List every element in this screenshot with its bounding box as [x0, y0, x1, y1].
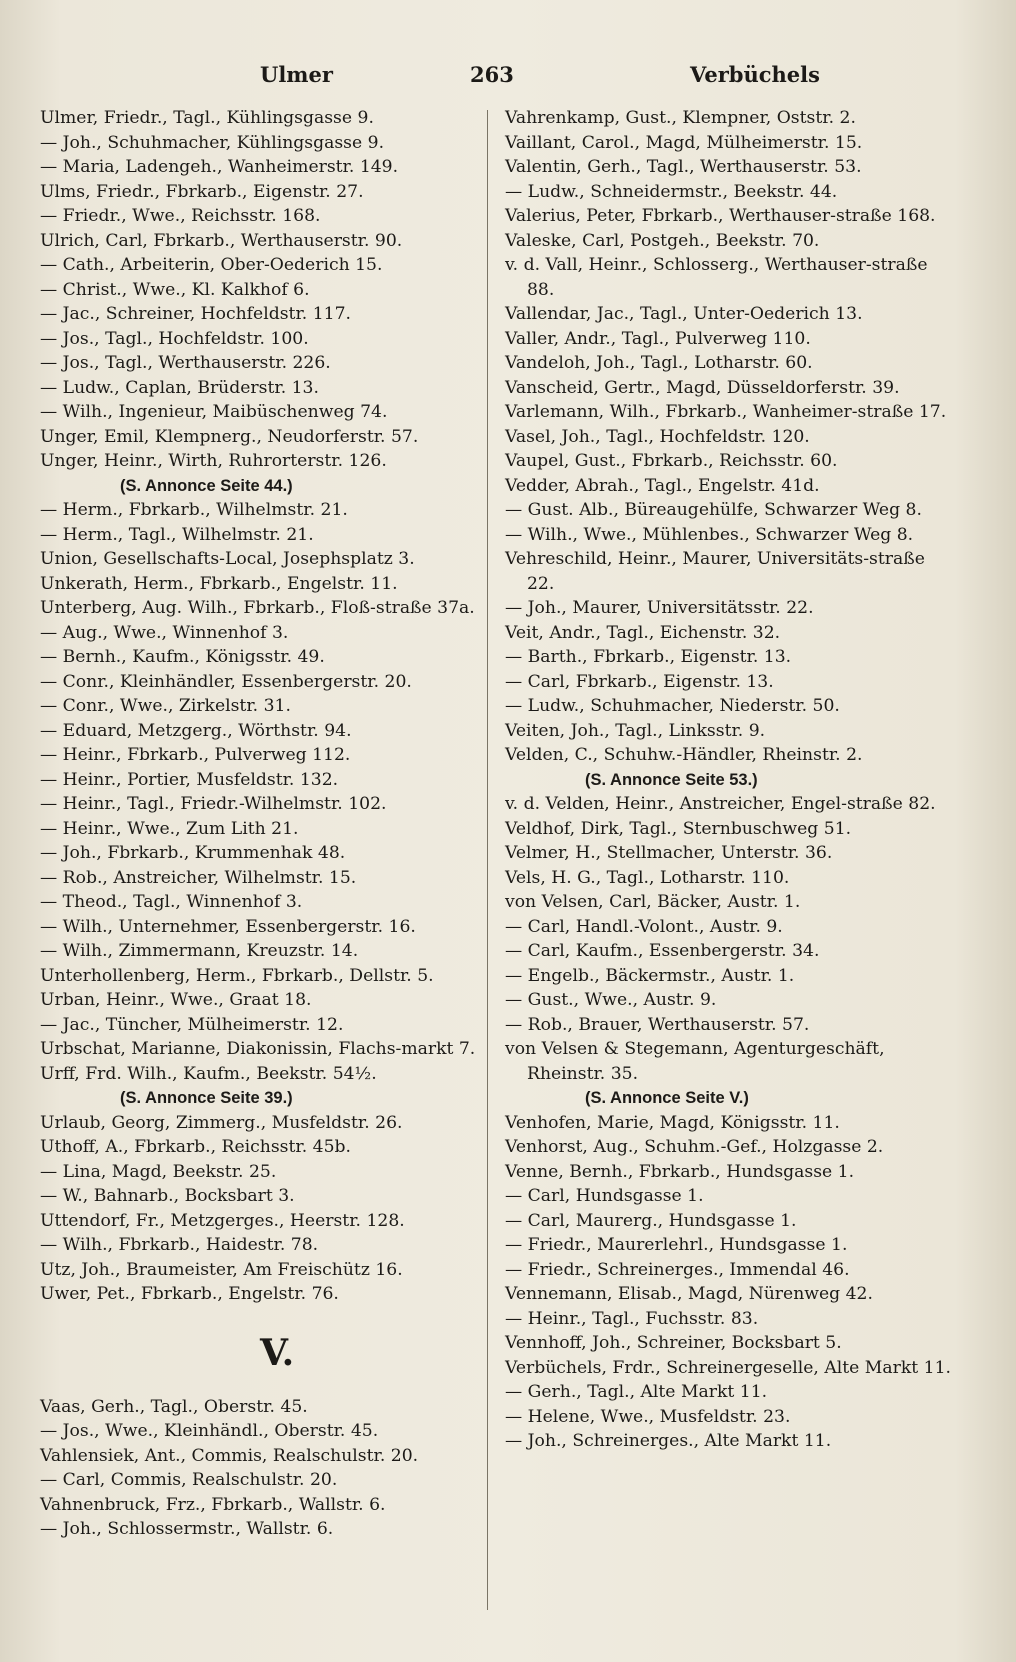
directory-entry: Vedder, Abrah., Tagl., Engelstr. 41d.: [505, 475, 820, 496]
directory-entry: Vaupel, Gust., Fbrkarb., Reichsstr. 60.: [505, 451, 838, 471]
directory-entry: Varlemann, Wilh., Fbrkarb., Wanheimer-straße 17.: [505, 402, 947, 422]
directory-entry: Unger, Emil, Klempnerg., Neudorferstr. 57.: [40, 426, 419, 447]
directory-entry: Vaillant, Carol., Magd, Mülheimerstr. 15.: [505, 132, 863, 153]
directory-entry: Veiten, Joh., Tagl., Linksstr. 9.: [505, 720, 766, 741]
directory-entry: — Joh., Schlossermstr., Wallstr. 6.: [40, 1519, 334, 1539]
column-divider: [487, 110, 488, 1610]
directory-entry: — Heinr., Portier, Musfeldstr. 132.: [40, 769, 339, 790]
directory-entry: Venhorst, Aug., Schuhm.-Gef., Holzgasse 2.: [505, 1137, 884, 1157]
directory-entry: Vallendar, Jac., Tagl., Unter-Oederich 13.: [505, 304, 863, 324]
directory-entry: — Conr., Wwe., Zirkelstr. 31.: [40, 696, 291, 716]
directory-entry: Unkerath, Herm., Fbrkarb., Engelstr. 11.: [40, 573, 398, 594]
directory-entry: — Herm., Fbrkarb., Wilhelmstr. 21.: [40, 500, 348, 520]
directory-entry: Vahlensiek, Ant., Commis, Realschulstr. 20.: [40, 1445, 419, 1466]
directory-entry: — Jac., Schreiner, Hochfeldstr. 117.: [40, 304, 351, 324]
directory-entry: — Friedr., Maurerlehrl., Hundsgasse 1.: [505, 1235, 848, 1255]
directory-entry: von Velsen & Stegemann, Agenturgeschäft, Rheinstr. 35.: [505, 1039, 885, 1084]
directory-entry: — Carl, Fbrkarb., Eigenstr. 13.: [505, 671, 774, 692]
directory-entry: — Engelb., Bäckermstr., Austr. 1.: [505, 965, 795, 986]
directory-entry: Ulrich, Carl, Fbrkarb., Werthauserstr. 90.: [40, 230, 403, 251]
directory-entry: — Gust. Alb., Büreaugehülfe, Schwarzer Weg 8.: [505, 500, 922, 520]
directory-entry: — Herm., Tagl., Wilhelmstr. 21.: [40, 524, 314, 545]
directory-entry: Urff, Frd. Wilh., Kaufm., Beekstr. 54½.: [40, 1063, 377, 1084]
directory-entry: Valerius, Peter, Fbrkarb., Werthauser-straße 168.: [505, 206, 936, 226]
directory-entry: — Ludw., Caplan, Brüderstr. 13.: [40, 377, 319, 398]
directory-entry: — Jos., Wwe., Kleinhändl., Oberstr. 45.: [40, 1421, 379, 1441]
right-column: [505, 106, 951, 1454]
directory-entry: — W., Bahnarb., Bocksbart 3.: [40, 1186, 295, 1206]
directory-entry: Ulms, Friedr., Fbrkarb., Eigenstr. 27.: [40, 181, 364, 202]
directory-entry: — Carl, Kaufm., Essenbergerstr. 34.: [505, 941, 820, 961]
directory-entry: — Heinr., Fbrkarb., Pulverweg 112.: [40, 745, 351, 765]
directory-entry: v. d. Vall, Heinr., Schlosserg., Werthauser-straße 88.: [505, 255, 928, 300]
directory-entry: Uwer, Pet., Fbrkarb., Engelstr. 76.: [40, 1284, 339, 1304]
annonce-reference: (S. Annonce Seite V.): [585, 1089, 749, 1107]
directory-entry: Vanscheid, Gertr., Magd, Düsseldorferstr. 39.: [505, 377, 900, 398]
directory-entry: — Carl, Maurerg., Hundsgasse 1.: [505, 1210, 797, 1231]
directory-entry: Urbschat, Marianne, Diakonissin, Flachs-markt 7.: [40, 1039, 476, 1059]
directory-entry: Veldhof, Dirk, Tagl., Sternbuschweg 51.: [505, 818, 852, 839]
directory-entry: Velmer, H., Stellmacher, Unterstr. 36.: [505, 843, 833, 863]
directory-entry: — Friedr., Schreinerges., Immendal 46.: [505, 1259, 850, 1280]
header-last-name: Verbüchels: [690, 62, 820, 87]
directory-entry: Venhofen, Marie, Magd, Königsstr. 11.: [505, 1112, 840, 1133]
directory-entry: — Jac., Tüncher, Mülheimerstr. 12.: [40, 1014, 344, 1035]
directory-entry: Unger, Heinr., Wirth, Ruhrorterstr. 126.: [40, 451, 387, 471]
directory-entry: Valeske, Carl, Postgeh., Beekstr. 70.: [505, 230, 820, 251]
annonce-reference: (S. Annonce Seite 44.): [120, 476, 293, 495]
directory-entry: — Rob., Anstreicher, Wilhelmstr. 15.: [40, 867, 357, 888]
directory-entry: Verbüchels, Frdr., Schreinergeselle, Alte Markt 11.: [505, 1357, 951, 1378]
directory-entry: Union, Gesellschafts-Local, Josephsplatz 3.: [40, 549, 415, 569]
directory-entry: v. d. Velden, Heinr., Anstreicher, Engel-straße 82.: [505, 794, 936, 814]
directory-entry: — Carl, Commis, Realschulstr. 20.: [40, 1470, 338, 1490]
page-number: 263: [470, 62, 514, 87]
directory-entry: Unterberg, Aug. Wilh., Fbrkarb., Floß-straße 37a.: [40, 598, 475, 618]
directory-entry: — Theod., Tagl., Winnenhof 3.: [40, 892, 303, 912]
directory-entry: — Rob., Brauer, Werthauserstr. 57.: [505, 1014, 810, 1035]
directory-entry: Urban, Heinr., Wwe., Graat 18.: [40, 990, 312, 1010]
directory-entry: — Ludw., Schuhmacher, Niederstr. 50.: [505, 696, 840, 716]
directory-entry: — Christ., Wwe., Kl. Kalkhof 6.: [40, 279, 310, 300]
directory-entry: — Joh., Maurer, Universitätsstr. 22.: [505, 598, 814, 618]
directory-entry: — Maria, Ladengeh., Wanheimerstr. 149.: [40, 157, 399, 177]
directory-entry: — Bernh., Kaufm., Königsstr. 49.: [40, 647, 325, 667]
directory-entry: Urlaub, Georg, Zimmerg., Musfeldstr. 26.: [40, 1112, 403, 1133]
directory-entry: — Gerh., Tagl., Alte Markt 11.: [505, 1382, 768, 1402]
annonce-reference: (S. Annonce Seite 39.): [120, 1089, 293, 1107]
directory-entry: — Conr., Kleinhändler, Essenbergerstr. 20.: [40, 671, 412, 692]
directory-entry: — Barth., Fbrkarb., Eigenstr. 13.: [505, 647, 792, 667]
directory-entry: Vahnenbruck, Frz., Fbrkarb., Wallstr. 6.: [40, 1494, 386, 1515]
directory-entry: — Friedr., Wwe., Reichsstr. 168.: [40, 206, 321, 226]
directory-entry: — Wilh., Zimmermann, Kreuzstr. 14.: [40, 941, 359, 961]
directory-entry: — Heinr., Wwe., Zum Lith 21.: [40, 818, 299, 839]
directory-entry: — Eduard, Metzgerg., Wörthstr. 94.: [40, 720, 352, 741]
directory-entry: — Carl, Hundsgasse 1.: [505, 1186, 704, 1206]
annonce-reference: (S. Annonce Seite 53.): [585, 770, 758, 789]
directory-entry: — Joh., Schreinerges., Alte Markt 11.: [505, 1431, 832, 1451]
directory-entry: — Wilh., Wwe., Mühlenbes., Schwarzer Weg 8.: [505, 524, 914, 545]
directory-entry: — Wilh., Fbrkarb., Haidestr. 78.: [40, 1235, 319, 1255]
directory-entry: — Wilh., Ingenieur, Maibüschenweg 74.: [40, 402, 388, 422]
directory-entry: — Heinr., Tagl., Fuchsstr. 83.: [505, 1308, 759, 1329]
directory-entry: Vels, H. G., Tagl., Lotharstr. 110.: [505, 867, 790, 888]
directory-entry: — Jos., Tagl., Hochfeldstr. 100.: [40, 328, 309, 349]
directory-entry: von Velsen, Carl, Bäcker, Austr. 1.: [505, 892, 801, 912]
directory-entry: Vaas, Gerh., Tagl., Oberstr. 45.: [40, 1396, 308, 1417]
directory-entry: Vandeloh, Joh., Tagl., Lotharstr. 60.: [505, 353, 813, 373]
header-first-name: Ulmer: [260, 62, 333, 87]
directory-entry: — Helene, Wwe., Musfeldstr. 23.: [505, 1406, 791, 1427]
directory-entry: — Joh., Fbrkarb., Krummenhak 48.: [40, 843, 346, 863]
page-header: [40, 62, 970, 98]
left-column: [40, 106, 486, 1542]
directory-entry: Vennemann, Elisab., Magd, Nürenweg 42.: [505, 1284, 873, 1304]
directory-entry: Valler, Andr., Tagl., Pulverweg 110.: [505, 328, 811, 349]
directory-entry: — Gust., Wwe., Austr. 9.: [505, 990, 717, 1010]
directory-entry: Veit, Andr., Tagl., Eichenstr. 32.: [505, 622, 781, 643]
directory-entry: — Joh., Schuhmacher, Kühlingsgasse 9.: [40, 132, 385, 153]
directory-entry: Uthoff, A., Fbrkarb., Reichsstr. 45b.: [40, 1137, 351, 1157]
directory-entry: — Carl, Handl.-Volont., Austr. 9.: [505, 916, 783, 937]
directory-entry: Valentin, Gerh., Tagl., Werthauserstr. 53.: [505, 157, 862, 177]
directory-entry: — Heinr., Tagl., Friedr.-Wilhelmstr. 102.: [40, 794, 387, 814]
directory-entry: Ulmer, Friedr., Tagl., Kühlingsgasse 9.: [40, 108, 374, 128]
directory-entry: Vehreschild, Heinr., Maurer, Universitäts-straße 22.: [505, 549, 925, 594]
directory-entry: Velden, C., Schuhw.-Händler, Rheinstr. 2.: [505, 745, 863, 765]
directory-entry: Utz, Joh., Braumeister, Am Freischütz 16.: [40, 1259, 403, 1280]
directory-entry: Vahrenkamp, Gust., Klempner, Oststr. 2.: [505, 108, 856, 128]
directory-entry: — Ludw., Schneidermstr., Beekstr. 44.: [505, 181, 838, 202]
directory-entry: Venne, Bernh., Fbrkarb., Hundsgasse 1.: [505, 1161, 855, 1182]
directory-entry: — Lina, Magd, Beekstr. 25.: [40, 1161, 277, 1182]
directory-entry: — Cath., Arbeiterin, Ober-Oederich 15.: [40, 255, 383, 275]
directory-entry: — Jos., Tagl., Werthauserstr. 226.: [40, 353, 331, 373]
directory-entry: Unterhollenberg, Herm., Fbrkarb., Dellstr. 5.: [40, 965, 434, 986]
section-heading: V.: [260, 1331, 295, 1374]
directory-entry: — Aug., Wwe., Winnenhof 3.: [40, 622, 289, 643]
directory-entry: Vennhoff, Joh., Schreiner, Bocksbart 5.: [505, 1333, 842, 1353]
directory-entry: Uttendorf, Fr., Metzgerges., Heerstr. 128.: [40, 1210, 405, 1231]
directory-entry: — Wilh., Unternehmer, Essenbergerstr. 16.: [40, 916, 416, 937]
directory-entry: Vasel, Joh., Tagl., Hochfeldstr. 120.: [505, 426, 810, 447]
